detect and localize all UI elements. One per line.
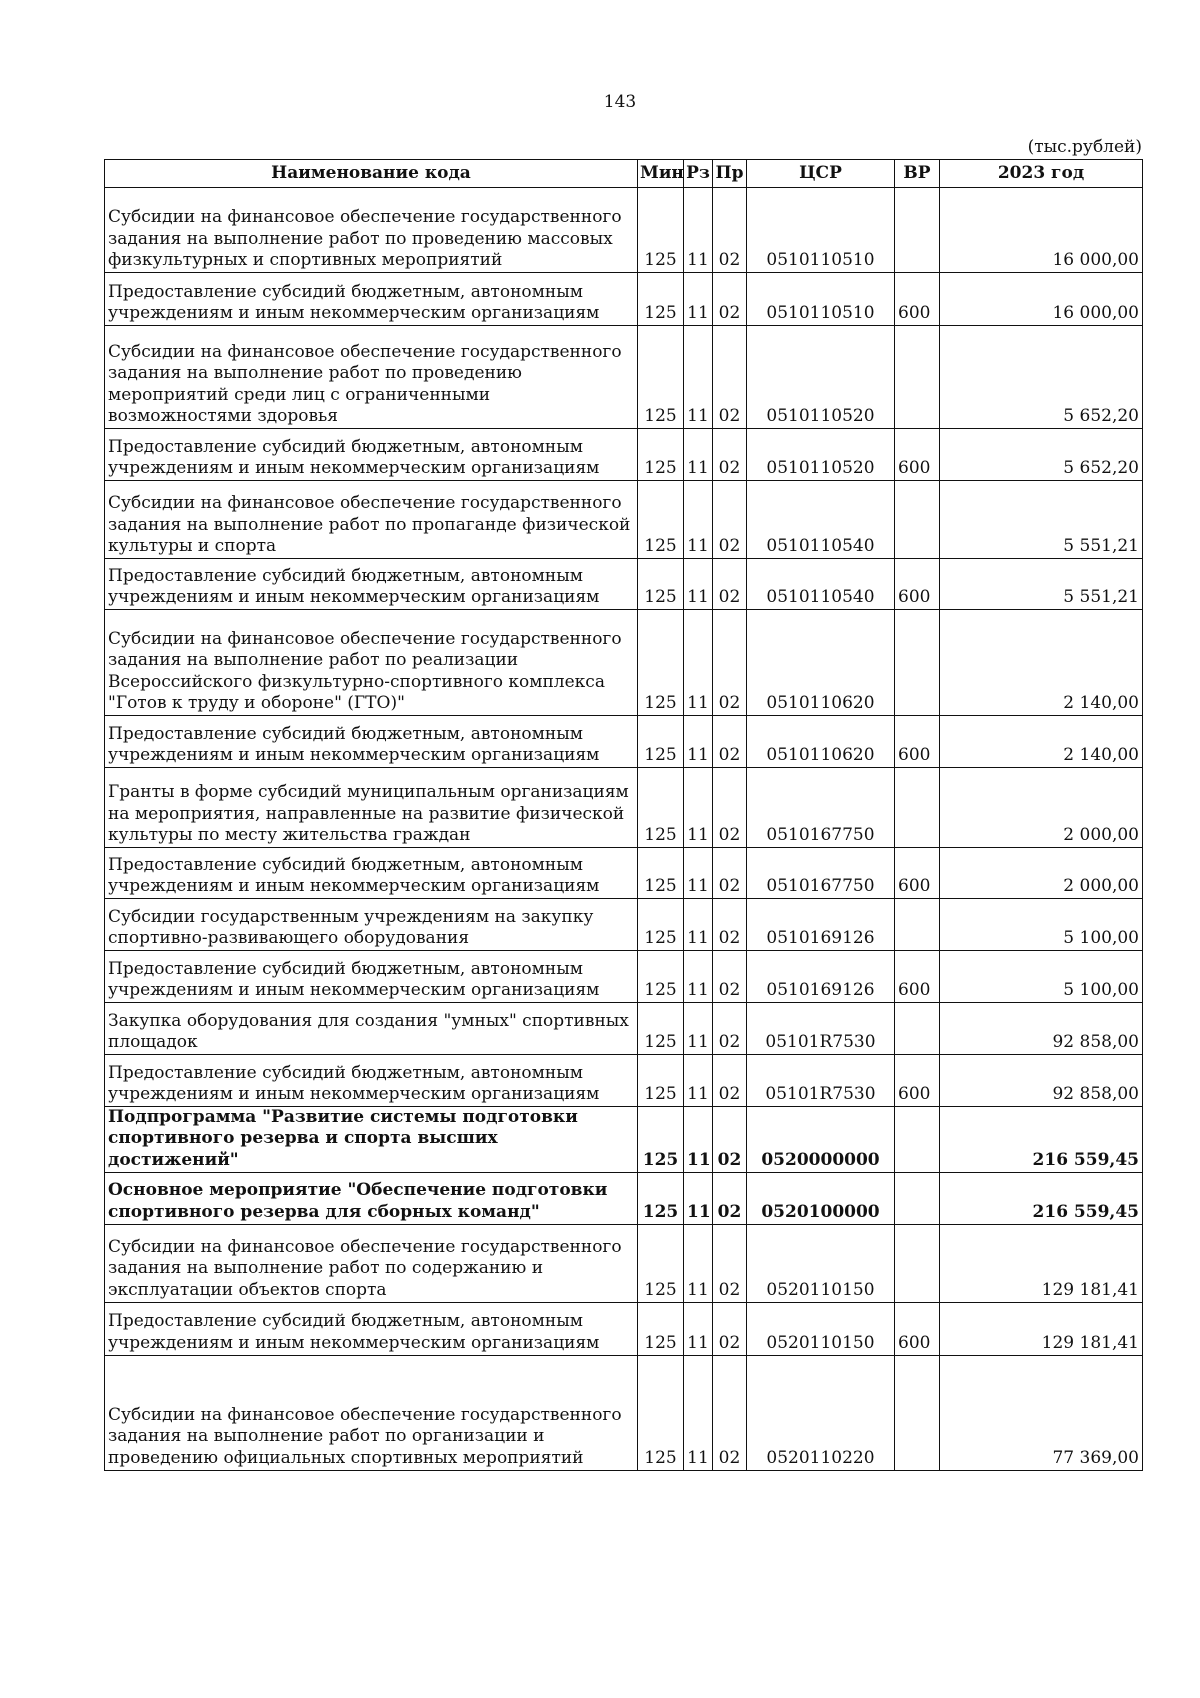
- row-name: Субсидии на финансовое обеспечение государственного задания на выполнение работ по содержанию и эксплуатации объектов спорта: [105, 1224, 638, 1302]
- row-vr: [895, 1355, 940, 1470]
- row-vr: [895, 188, 940, 273]
- row-pr: 02: [713, 899, 747, 951]
- row-vr: 600: [895, 273, 940, 326]
- row-pr: 02: [713, 610, 747, 716]
- row-vr: [895, 1107, 940, 1173]
- row-vr: [895, 481, 940, 559]
- table-row: [105, 899, 1143, 951]
- row-min: 125: [638, 559, 684, 610]
- row-rz: 11: [684, 188, 713, 273]
- row-min: 125: [638, 1055, 684, 1107]
- col-header-amount: 2023 год: [940, 160, 1143, 188]
- row-csr: 0510110520: [747, 326, 895, 429]
- row-name: Предоставление субсидий бюджетным, автономным учреждениям и иным некоммерческим организациям: [105, 429, 638, 481]
- row-csr: 0510110620: [747, 610, 895, 716]
- row-min: 125: [638, 1302, 684, 1355]
- row-vr: 600: [895, 716, 940, 768]
- table-row: [105, 273, 1143, 326]
- row-amount: 92 858,00: [940, 1055, 1143, 1107]
- table-row: [105, 716, 1143, 768]
- row-csr: 0520110220: [747, 1355, 895, 1470]
- table-row: [105, 481, 1143, 559]
- row-rz: 11: [684, 1055, 713, 1107]
- row-min: 125: [638, 188, 684, 273]
- row-amount: 216 559,45: [940, 1107, 1143, 1173]
- row-name: Закупка оборудования для создания "умных" спортивных площадок: [105, 1003, 638, 1055]
- row-vr: [895, 610, 940, 716]
- row-rz: 11: [684, 273, 713, 326]
- row-name: Гранты в форме субсидий муниципальным организациям на мероприятия, направленные на развитие физической культуры по месту жительства граждан: [105, 768, 638, 848]
- row-csr: 0520110150: [747, 1224, 895, 1302]
- col-header-name: Наименование кода: [105, 160, 638, 188]
- row-min: 125: [638, 1224, 684, 1302]
- row-min: 125: [638, 951, 684, 1003]
- row-pr: 02: [713, 273, 747, 326]
- col-header-min: Мин: [638, 160, 684, 188]
- row-amount: 77 369,00: [940, 1355, 1143, 1470]
- table-row: [105, 1172, 1143, 1224]
- row-rz: 11: [684, 951, 713, 1003]
- row-min: 125: [638, 1107, 684, 1173]
- units-label: (тыс.рублей): [1027, 137, 1142, 157]
- row-min: 125: [638, 1172, 684, 1224]
- row-pr: 02: [713, 1055, 747, 1107]
- table-row: [105, 1003, 1143, 1055]
- row-pr: 02: [713, 1172, 747, 1224]
- row-amount: 2 140,00: [940, 610, 1143, 716]
- row-name: Предоставление субсидий бюджетным, автономным учреждениям и иным некоммерческим организациям: [105, 951, 638, 1003]
- row-min: 125: [638, 273, 684, 326]
- table-row: [105, 559, 1143, 610]
- row-vr: [895, 899, 940, 951]
- col-header-csr: ЦСР: [747, 160, 895, 188]
- row-amount: 2 000,00: [940, 848, 1143, 899]
- row-name: Подпрограмма "Развитие системы подготовки спортивного резерва и спорта высших достижений": [105, 1107, 638, 1173]
- row-amount: 5 551,21: [940, 481, 1143, 559]
- row-vr: [895, 768, 940, 848]
- row-rz: 11: [684, 1003, 713, 1055]
- row-name: Предоставление субсидий бюджетным, автономным учреждениям и иным некоммерческим организациям: [105, 559, 638, 610]
- row-name: Субсидии на финансовое обеспечение государственного задания на выполнение работ по пропаганде физической культуры и спорта: [105, 481, 638, 559]
- row-vr: 600: [895, 848, 940, 899]
- page-number: 143: [603, 92, 637, 112]
- row-csr: 0510110520: [747, 429, 895, 481]
- row-rz: 11: [684, 848, 713, 899]
- row-pr: 02: [713, 1224, 747, 1302]
- row-rz: 11: [684, 1355, 713, 1470]
- row-amount: 92 858,00: [940, 1003, 1143, 1055]
- row-min: 125: [638, 848, 684, 899]
- row-csr: 0510167750: [747, 848, 895, 899]
- row-vr: 600: [895, 429, 940, 481]
- row-min: 125: [638, 1355, 684, 1470]
- row-amount: 129 181,41: [940, 1302, 1143, 1355]
- row-vr: [895, 1224, 940, 1302]
- row-pr: 02: [713, 848, 747, 899]
- row-csr: 0510110620: [747, 716, 895, 768]
- row-vr: 600: [895, 1055, 940, 1107]
- row-name: Субсидии на финансовое обеспечение государственного задания на выполнение работ по проведению мероприятий среди лиц с ограниченными возможностями здоровья: [105, 326, 638, 429]
- table-row: [105, 1224, 1143, 1302]
- table-row: [105, 326, 1143, 429]
- row-pr: 02: [713, 1302, 747, 1355]
- row-amount: 16 000,00: [940, 273, 1143, 326]
- table-row: [105, 1355, 1143, 1470]
- row-vr: [895, 1003, 940, 1055]
- row-vr: 600: [895, 951, 940, 1003]
- row-rz: 11: [684, 1107, 713, 1173]
- row-vr: 600: [895, 559, 940, 610]
- budget-table: [104, 159, 1143, 1471]
- row-csr: 0510167750: [747, 768, 895, 848]
- row-amount: 16 000,00: [940, 188, 1143, 273]
- row-min: 125: [638, 1003, 684, 1055]
- row-pr: 02: [713, 716, 747, 768]
- table-row: [105, 951, 1143, 1003]
- row-pr: 02: [713, 429, 747, 481]
- row-rz: 11: [684, 610, 713, 716]
- row-amount: 5 100,00: [940, 951, 1143, 1003]
- row-name: Субсидии на финансовое обеспечение государственного задания на выполнение работ по организации и проведению официальных спортивных мероприятий: [105, 1355, 638, 1470]
- row-amount: 5 100,00: [940, 899, 1143, 951]
- row-amount: 2 140,00: [940, 716, 1143, 768]
- row-rz: 11: [684, 716, 713, 768]
- row-name: Субсидии на финансовое обеспечение государственного задания на выполнение работ по реализации Всероссийского физкультурно-спортивного комплекса "Готов к труду и обороне" (ГТО)": [105, 610, 638, 716]
- col-header-vr: ВР: [895, 160, 940, 188]
- row-name: Предоставление субсидий бюджетным, автономным учреждениям и иным некоммерческим организациям: [105, 1302, 638, 1355]
- table-row: [105, 1302, 1143, 1355]
- row-csr: 05101R7530: [747, 1055, 895, 1107]
- row-pr: 02: [713, 1355, 747, 1470]
- row-min: 125: [638, 429, 684, 481]
- col-header-pr: Пр: [713, 160, 747, 188]
- row-min: 125: [638, 716, 684, 768]
- row-rz: 11: [684, 899, 713, 951]
- col-header-rz: Рз: [684, 160, 713, 188]
- row-amount: 5 652,20: [940, 429, 1143, 481]
- row-amount: 129 181,41: [940, 1224, 1143, 1302]
- row-rz: 11: [684, 481, 713, 559]
- row-csr: 0520110150: [747, 1302, 895, 1355]
- row-rz: 11: [684, 559, 713, 610]
- row-amount: 2 000,00: [940, 768, 1143, 848]
- row-csr: 05101R7530: [747, 1003, 895, 1055]
- row-amount: 216 559,45: [940, 1172, 1143, 1224]
- table-row: [105, 429, 1143, 481]
- row-csr: 0510110540: [747, 559, 895, 610]
- row-name: Предоставление субсидий бюджетным, автономным учреждениям и иным некоммерческим организациям: [105, 716, 638, 768]
- row-min: 125: [638, 899, 684, 951]
- table-row: [105, 768, 1143, 848]
- row-name: Предоставление субсидий бюджетным, автономным учреждениям и иным некоммерческим организациям: [105, 273, 638, 326]
- row-pr: 02: [713, 188, 747, 273]
- row-pr: 02: [713, 559, 747, 610]
- row-pr: 02: [713, 951, 747, 1003]
- row-csr: 0520100000: [747, 1172, 895, 1224]
- row-pr: 02: [713, 768, 747, 848]
- row-amount: 5 551,21: [940, 559, 1143, 610]
- table-row: [105, 1055, 1143, 1107]
- row-min: 125: [638, 326, 684, 429]
- row-rz: 11: [684, 1302, 713, 1355]
- row-min: 125: [638, 481, 684, 559]
- table-row: [105, 610, 1143, 716]
- row-rz: 11: [684, 1224, 713, 1302]
- row-name: Субсидии государственным учреждениям на закупку спортивно-развивающего оборудования: [105, 899, 638, 951]
- row-vr: [895, 326, 940, 429]
- row-min: 125: [638, 768, 684, 848]
- table-row: [105, 848, 1143, 899]
- row-csr: 0510110540: [747, 481, 895, 559]
- row-vr: [895, 1172, 940, 1224]
- header-row: [105, 160, 1143, 188]
- row-pr: 02: [713, 326, 747, 429]
- row-amount: 5 652,20: [940, 326, 1143, 429]
- row-rz: 11: [684, 429, 713, 481]
- row-rz: 11: [684, 326, 713, 429]
- row-csr: 0510110510: [747, 188, 895, 273]
- row-csr: 0510169126: [747, 951, 895, 1003]
- row-csr: 0510110510: [747, 273, 895, 326]
- row-min: 125: [638, 610, 684, 716]
- row-rz: 11: [684, 768, 713, 848]
- row-csr: 0510169126: [747, 899, 895, 951]
- table-row: [105, 188, 1143, 273]
- row-vr: 600: [895, 1302, 940, 1355]
- row-name: Предоставление субсидий бюджетным, автономным учреждениям и иным некоммерческим организациям: [105, 848, 638, 899]
- row-pr: 02: [713, 1107, 747, 1173]
- row-name: Субсидии на финансовое обеспечение государственного задания на выполнение работ по проведению массовых физкультурных и спортивных мероприятий: [105, 188, 638, 273]
- row-name: Основное мероприятие "Обеспечение подготовки спортивного резерва для сборных команд": [105, 1172, 638, 1224]
- row-pr: 02: [713, 481, 747, 559]
- table-row: [105, 1107, 1143, 1173]
- row-name: Предоставление субсидий бюджетным, автономным учреждениям и иным некоммерческим организациям: [105, 1055, 638, 1107]
- row-rz: 11: [684, 1172, 713, 1224]
- row-pr: 02: [713, 1003, 747, 1055]
- row-csr: 0520000000: [747, 1107, 895, 1173]
